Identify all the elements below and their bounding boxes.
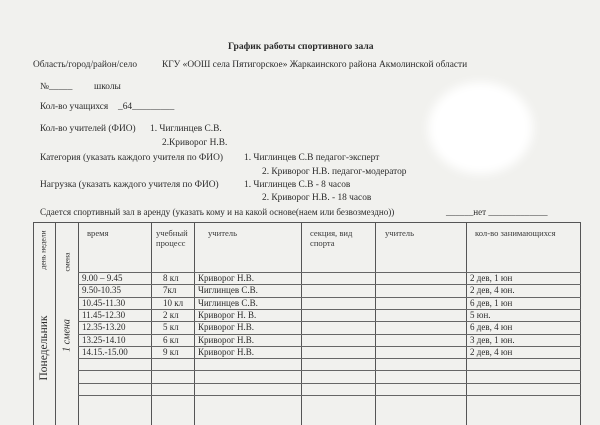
school-label: школы xyxy=(94,82,121,92)
cell-time: 9.50-10.35 xyxy=(82,285,121,296)
table-row-line xyxy=(78,383,581,384)
rent-label: Сдается спортивный зал в аренду (указать кому и на какой основе(наем или безвозмездно)) xyxy=(40,207,395,217)
cell-time: 11.45-12.30 xyxy=(82,309,126,320)
schedule-table xyxy=(33,222,581,425)
cell-grade: 7кл xyxy=(163,285,177,296)
cell-count: 2 дев, 4 юн. xyxy=(470,285,515,296)
cell-time: 14.15.-15.00 xyxy=(82,346,128,357)
category-label: Категория (указать каждого учителя по ФИО) xyxy=(40,153,223,163)
cell-count: 2 дев, 4 юн xyxy=(470,346,513,357)
header-shift: смена xyxy=(62,252,72,272)
shift-label: 1 смена xyxy=(61,319,73,352)
table-top-border xyxy=(33,222,581,223)
cell-count: 2 дев, 1 юн xyxy=(470,273,513,283)
cell-teacher: Криворог Н.В. xyxy=(198,346,254,357)
header-day: день недели xyxy=(38,230,48,270)
cell-grade: 9 кл xyxy=(163,346,179,357)
table-row-line xyxy=(78,309,581,310)
col-border xyxy=(55,222,56,425)
cell-grade: 2 кл xyxy=(163,309,179,320)
cell-grade: 5 кл xyxy=(163,322,179,333)
cell-teacher: Криворог Н.В. xyxy=(198,273,254,283)
load-2: 2. Криворог Н.В. - 18 часов xyxy=(262,193,372,203)
header-count: кол-во занимающихся xyxy=(475,228,556,238)
cell-teacher: Криворог Н.В. xyxy=(198,322,254,333)
cell-teacher: Чиглинцев С.В. xyxy=(198,285,258,296)
cell-time: 13.25-14.10 xyxy=(82,334,126,345)
category-1: 1. Чиглинцев С.В педагог-эксперт xyxy=(244,153,380,163)
cell-time: 9.00 – 9.45 xyxy=(82,273,123,283)
rent-value: ______нет _____________ xyxy=(446,207,548,217)
region-label: Область/город/район/село xyxy=(33,60,138,70)
cell-count: 3 дев, 1 юн. xyxy=(470,334,515,345)
document-title: График работы спортивного зала xyxy=(228,41,374,52)
day-label: Понедельник xyxy=(38,315,50,381)
cell-teacher: Чиглинцев С.В. xyxy=(198,297,258,308)
header-section: секция, вид спорта xyxy=(310,228,353,248)
cell-grade: 6 кл xyxy=(163,334,179,345)
school-number-label: №_____ xyxy=(40,82,73,92)
header-time: время xyxy=(87,228,109,238)
header-teacher-2: учитель xyxy=(385,228,414,238)
header-teacher: учитель xyxy=(208,228,237,238)
teacher-2: 2.Криворог Н.В. xyxy=(162,138,228,148)
category-2: 2. Криворог Н.В. педагог-модератор xyxy=(262,167,407,177)
table-row-line xyxy=(78,358,581,359)
cell-time: 10.45-11.30 xyxy=(82,297,126,308)
cell-count: 6 дев, 1 юн xyxy=(470,297,513,308)
teacher-1: 1. Чиглинцев С.В. xyxy=(150,124,222,134)
load-1: 1. Чиглинцев С.В - 8 часов xyxy=(244,180,351,190)
region-value: КГУ «ООШ села Пятигорское» Жаркаинского района Акмолинской области xyxy=(162,60,468,70)
table-row-line xyxy=(78,370,581,371)
col-border xyxy=(33,222,34,425)
header-edu: учебный процесс xyxy=(156,228,188,248)
table-row-line xyxy=(78,395,581,396)
cell-grade: 10 кл xyxy=(163,297,184,308)
white-blot xyxy=(428,82,533,174)
cell-teacher: Криворог Н. В. xyxy=(198,309,257,320)
cell-count: 6 дев, 4 юн xyxy=(470,322,513,333)
teachers-label: Кол-во учителей (ФИО) xyxy=(40,124,136,134)
cell-count: 5 юн. xyxy=(470,309,491,320)
students-label: Кол-во учащихся xyxy=(40,102,109,112)
cell-teacher: Криворог Н.В. xyxy=(198,334,254,345)
cell-grade: 8 кл xyxy=(163,273,179,283)
students-value: _64_________ xyxy=(118,102,175,112)
cell-time: 12.35-13.20 xyxy=(82,322,126,333)
load-label: Нагрузка (указать каждого учителя по ФИО) xyxy=(40,180,219,190)
